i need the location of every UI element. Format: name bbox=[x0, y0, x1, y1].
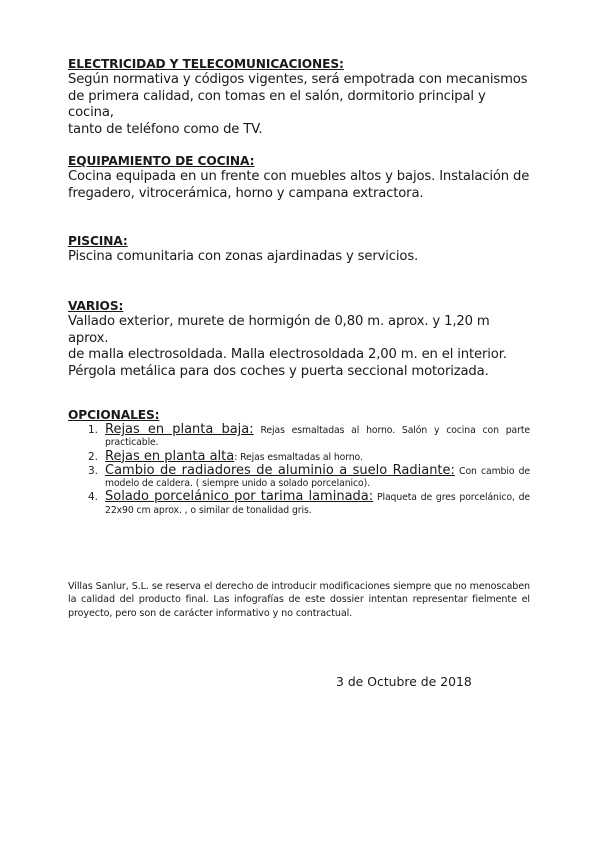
section-opcionales bbox=[68, 408, 530, 517]
section-line: de malla electrosoldada. Malla electrosoldada 2,00 m. en el interior. bbox=[68, 347, 507, 362]
list-item bbox=[68, 464, 530, 491]
section-line: Vallado exterior, murete de hormigón de 0,80 m. aprox. y 1,20 m aprox. bbox=[68, 314, 490, 346]
section-heading: ELECTRICIDAD Y TELECOMUNICACIONES: bbox=[68, 57, 344, 71]
item-text: Plaqueta de gres porcelánico, de 22x90 cm aprox. , o similar de tonalidad gris. bbox=[105, 492, 530, 516]
section-line: de primera calidad, con tomas en el salón, dormitorio principal y cocina, bbox=[68, 88, 486, 120]
item-title: Cambio de radiadores de aluminio a suelo Radiante: bbox=[105, 462, 455, 478]
item-text: Rejas esmaltadas al horno. Salón y cocina con parte practicable. bbox=[105, 425, 530, 449]
section-piscina bbox=[68, 234, 530, 266]
section-line: Piscina comunitaria con zonas ajardinadas y servicios. bbox=[68, 249, 419, 264]
section-line: Pérgola metálica para dos coches y puerta seccional motorizada. bbox=[68, 363, 489, 379]
item-text: : Rejas esmaltadas al horno. bbox=[234, 451, 363, 463]
item-title: Rejas en planta baja: bbox=[105, 422, 254, 437]
section-heading: VARIOS: bbox=[68, 299, 124, 313]
item-text: Con cambio de modelo de caldera. ( siempre unido a solado porcelanico). bbox=[105, 465, 530, 490]
section-electricidad bbox=[68, 57, 530, 138]
section-varios bbox=[68, 299, 530, 380]
document-date: 3 de Octubre de 2018 bbox=[336, 674, 472, 689]
section-heading: OPCIONALES: bbox=[68, 408, 160, 422]
item-number: 2. bbox=[88, 450, 98, 463]
item-title: Rejas en planta alta bbox=[105, 448, 235, 464]
section-heading: PISCINA: bbox=[68, 234, 128, 248]
list-item bbox=[68, 450, 530, 464]
section-line: Según normativa y códigos vigentes, será empotrada con mecanismos bbox=[68, 72, 528, 87]
opcionales-list bbox=[68, 423, 530, 517]
list-item bbox=[68, 423, 530, 450]
item-number: 1. bbox=[88, 424, 98, 436]
disclaimer-text: Villas Sanlur, S.L. se reserva el derecho de introducir modificaciones siempre que no menoscaben la calidad del producto final. Las infografías de este dossier intentan representar fielmente el proyecto, pero son de carácter informativo y no contractual. bbox=[68, 581, 530, 619]
section-line: fregadero, vitrocerámica, horno y campana extractora. bbox=[68, 185, 424, 201]
section-cocina bbox=[68, 154, 530, 202]
section-line: Cocina equipada en un frente con muebles altos y bajos. Instalación de bbox=[68, 169, 530, 184]
section-line: tanto de teléfono como de TV. bbox=[68, 121, 263, 137]
item-number: 4. bbox=[88, 491, 98, 504]
item-title: Solado porcelánico por tarima laminada: bbox=[105, 489, 374, 505]
list-item bbox=[68, 490, 530, 517]
item-number: 3. bbox=[88, 464, 98, 477]
section-heading: EQUIPAMIENTO DE COCINA: bbox=[68, 154, 255, 168]
